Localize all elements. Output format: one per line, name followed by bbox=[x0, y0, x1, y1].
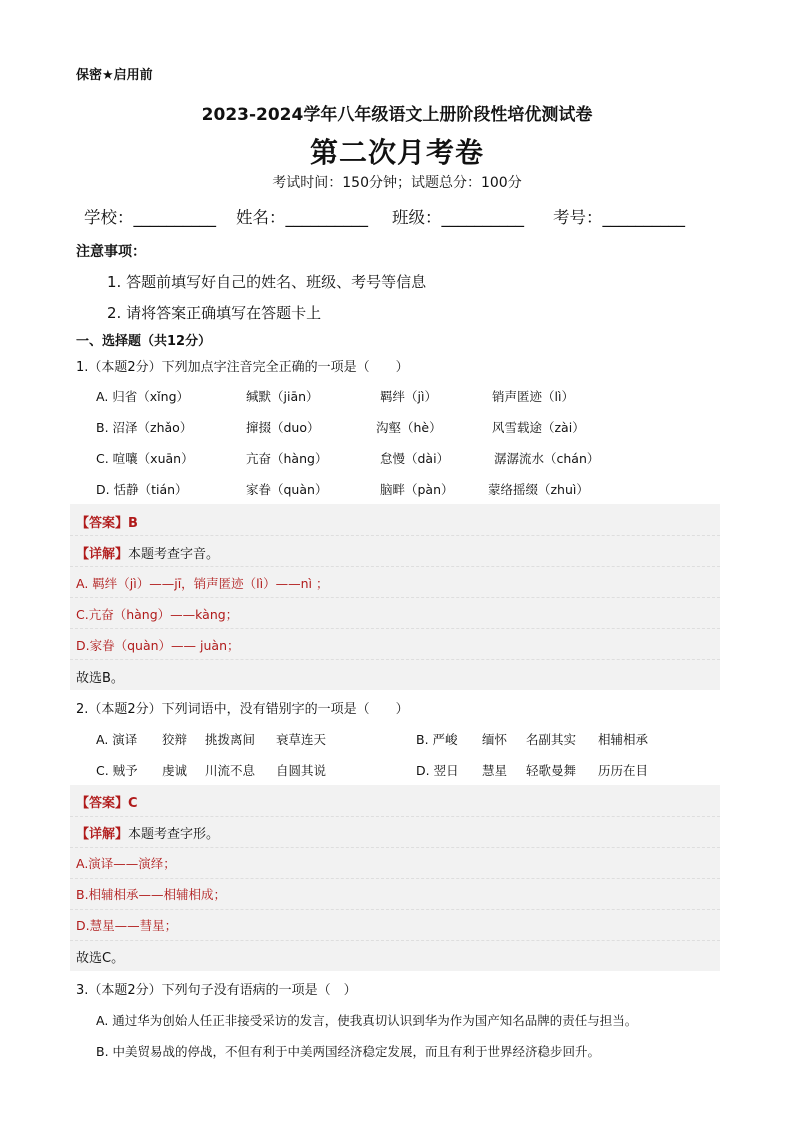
detail-line bbox=[76, 543, 219, 562]
exam-number-field[interactable]: 考号：__________ bbox=[553, 208, 685, 227]
q1-option-word: 潺潺流水（chán） bbox=[494, 451, 600, 466]
divider bbox=[70, 909, 720, 910]
explain-line: B.相辅相承——相辅相成； bbox=[76, 887, 227, 902]
answer-tag: 【答案】 bbox=[76, 796, 129, 811]
q2-option-word: 轻歌曼舞 bbox=[526, 763, 577, 778]
q1-option-d: D. 恬静（tián） bbox=[96, 482, 188, 497]
q2-option-word: 自圆其说 bbox=[276, 763, 327, 778]
question-1-stem: 1.（本题2分）下列加点字注音完全正确的一项是（ ） bbox=[76, 360, 409, 375]
conclusion: 故选B。 bbox=[76, 671, 124, 686]
divider bbox=[70, 535, 720, 536]
q1-option-word: 沟壑（hè） bbox=[376, 420, 442, 435]
q2-option-word: 衰草连天 bbox=[276, 732, 327, 747]
q2-option-a: A. 演译 bbox=[96, 732, 138, 747]
q2-option-word: 挑拨离间 bbox=[205, 732, 256, 747]
exam-info: 考试时间：150分钟；试题总分：100分 bbox=[272, 175, 522, 191]
answer-line bbox=[76, 792, 138, 811]
divider bbox=[70, 628, 720, 629]
q1-option-word: 脑畔（pàn） bbox=[380, 482, 454, 497]
q2-option-word: 慧星 bbox=[482, 763, 508, 778]
class-field[interactable]: 班级：__________ bbox=[392, 208, 524, 227]
detail-line bbox=[76, 823, 219, 842]
main-title: 第二次月考卷 bbox=[309, 136, 484, 169]
q1-option-word: 撺掇（duo） bbox=[246, 420, 320, 435]
q2-option-b: B. 严峻 bbox=[416, 732, 458, 747]
q2-option-word: 相辅相承 bbox=[598, 732, 649, 747]
school-field[interactable]: 学校：__________ bbox=[84, 208, 216, 227]
answer-value: C bbox=[128, 796, 138, 811]
q2-option-word: 历历在目 bbox=[598, 763, 649, 778]
q1-option-word: 蒙络摇缀（zhuì） bbox=[488, 482, 589, 497]
divider bbox=[70, 566, 720, 567]
answer-tag: 【答案】 bbox=[76, 516, 129, 531]
exam-title: 2023-2024学年八年级语文上册阶段性培优测试卷 bbox=[201, 105, 593, 125]
q3-option-a: A. 通过华为创始人任正非接受采访的发言，使我真切认识到华为作为国产知名品牌的责任与担当。 bbox=[96, 1013, 638, 1028]
divider bbox=[70, 659, 720, 660]
q2-option-d: D. 翌日 bbox=[416, 763, 459, 778]
explain-line: A. 羁绊（jì）——jī，销声匿迹（lì）——nì ； bbox=[76, 576, 329, 591]
detail-tag: 【详解】 bbox=[76, 547, 129, 562]
q2-option-word: 狡辩 bbox=[162, 732, 188, 747]
q1-option-word: 家眷（quàn） bbox=[246, 482, 328, 497]
q1-option-c: C. 喧嚷（xuān） bbox=[96, 451, 194, 466]
q2-option-word: 虔诚 bbox=[162, 763, 188, 778]
divider bbox=[70, 816, 720, 817]
divider bbox=[70, 847, 720, 848]
explain-line: C.亢奋（hàng）——kàng； bbox=[76, 607, 239, 622]
confidential-label: 保密★启用前 bbox=[76, 68, 153, 83]
q2-option-word: 缅怀 bbox=[482, 732, 508, 747]
divider bbox=[70, 878, 720, 879]
detail-tag: 【详解】 bbox=[76, 827, 129, 842]
explain-line: D.慧星——彗星； bbox=[76, 918, 178, 933]
q1-option-word: 亢奋（hàng） bbox=[246, 451, 328, 466]
note-item: 1. 答题前填写好自己的姓名、班级、考号等信息 bbox=[107, 273, 427, 291]
q1-option-b: B. 沼泽（zhǎo） bbox=[96, 420, 193, 435]
q1-option-a: A. 归省（xǐng） bbox=[96, 389, 190, 404]
notes-heading: 注意事项： bbox=[76, 244, 146, 260]
name-field[interactable]: 姓名：__________ bbox=[236, 208, 368, 227]
detail-text: 本题考查字音。 bbox=[128, 547, 220, 562]
question-3-stem: 3.（本题2分）下列句子没有语病的一项是（ ） bbox=[76, 983, 357, 998]
answer-value: B bbox=[128, 516, 138, 531]
question-2-stem: 2.（本题2分）下列词语中，没有错别字的一项是（ ） bbox=[76, 702, 409, 717]
q3-option-b: B. 中美贸易战的停战，不但有利于中美两国经济稳定发展，而且有利于世界经济稳步回升。 bbox=[96, 1044, 601, 1059]
q1-option-word: 羁绊（jì） bbox=[380, 389, 437, 404]
explain-line: D.家眷（quàn）—— juàn； bbox=[76, 638, 240, 653]
conclusion: 故选C。 bbox=[76, 951, 125, 966]
q2-option-c: C. 贼予 bbox=[96, 763, 138, 778]
q2-option-word: 名副其实 bbox=[526, 732, 577, 747]
detail-text: 本题考查字形。 bbox=[128, 827, 220, 842]
note-item: 2. 请将答案正确填写在答题卡上 bbox=[107, 304, 322, 322]
divider bbox=[70, 597, 720, 598]
q1-option-word: 风雪载途（zài） bbox=[492, 420, 585, 435]
answer-line bbox=[76, 512, 138, 531]
section-title: 一、选择题（共12分） bbox=[76, 334, 212, 349]
q1-option-word: 缄默（jiān） bbox=[246, 389, 319, 404]
divider bbox=[70, 940, 720, 941]
explain-line: A.演译——演绎； bbox=[76, 856, 176, 871]
q1-option-word: 销声匿迹（lì） bbox=[492, 389, 574, 404]
q1-option-word: 怠慢（dài） bbox=[380, 451, 450, 466]
q2-option-word: 川流不息 bbox=[205, 763, 256, 778]
